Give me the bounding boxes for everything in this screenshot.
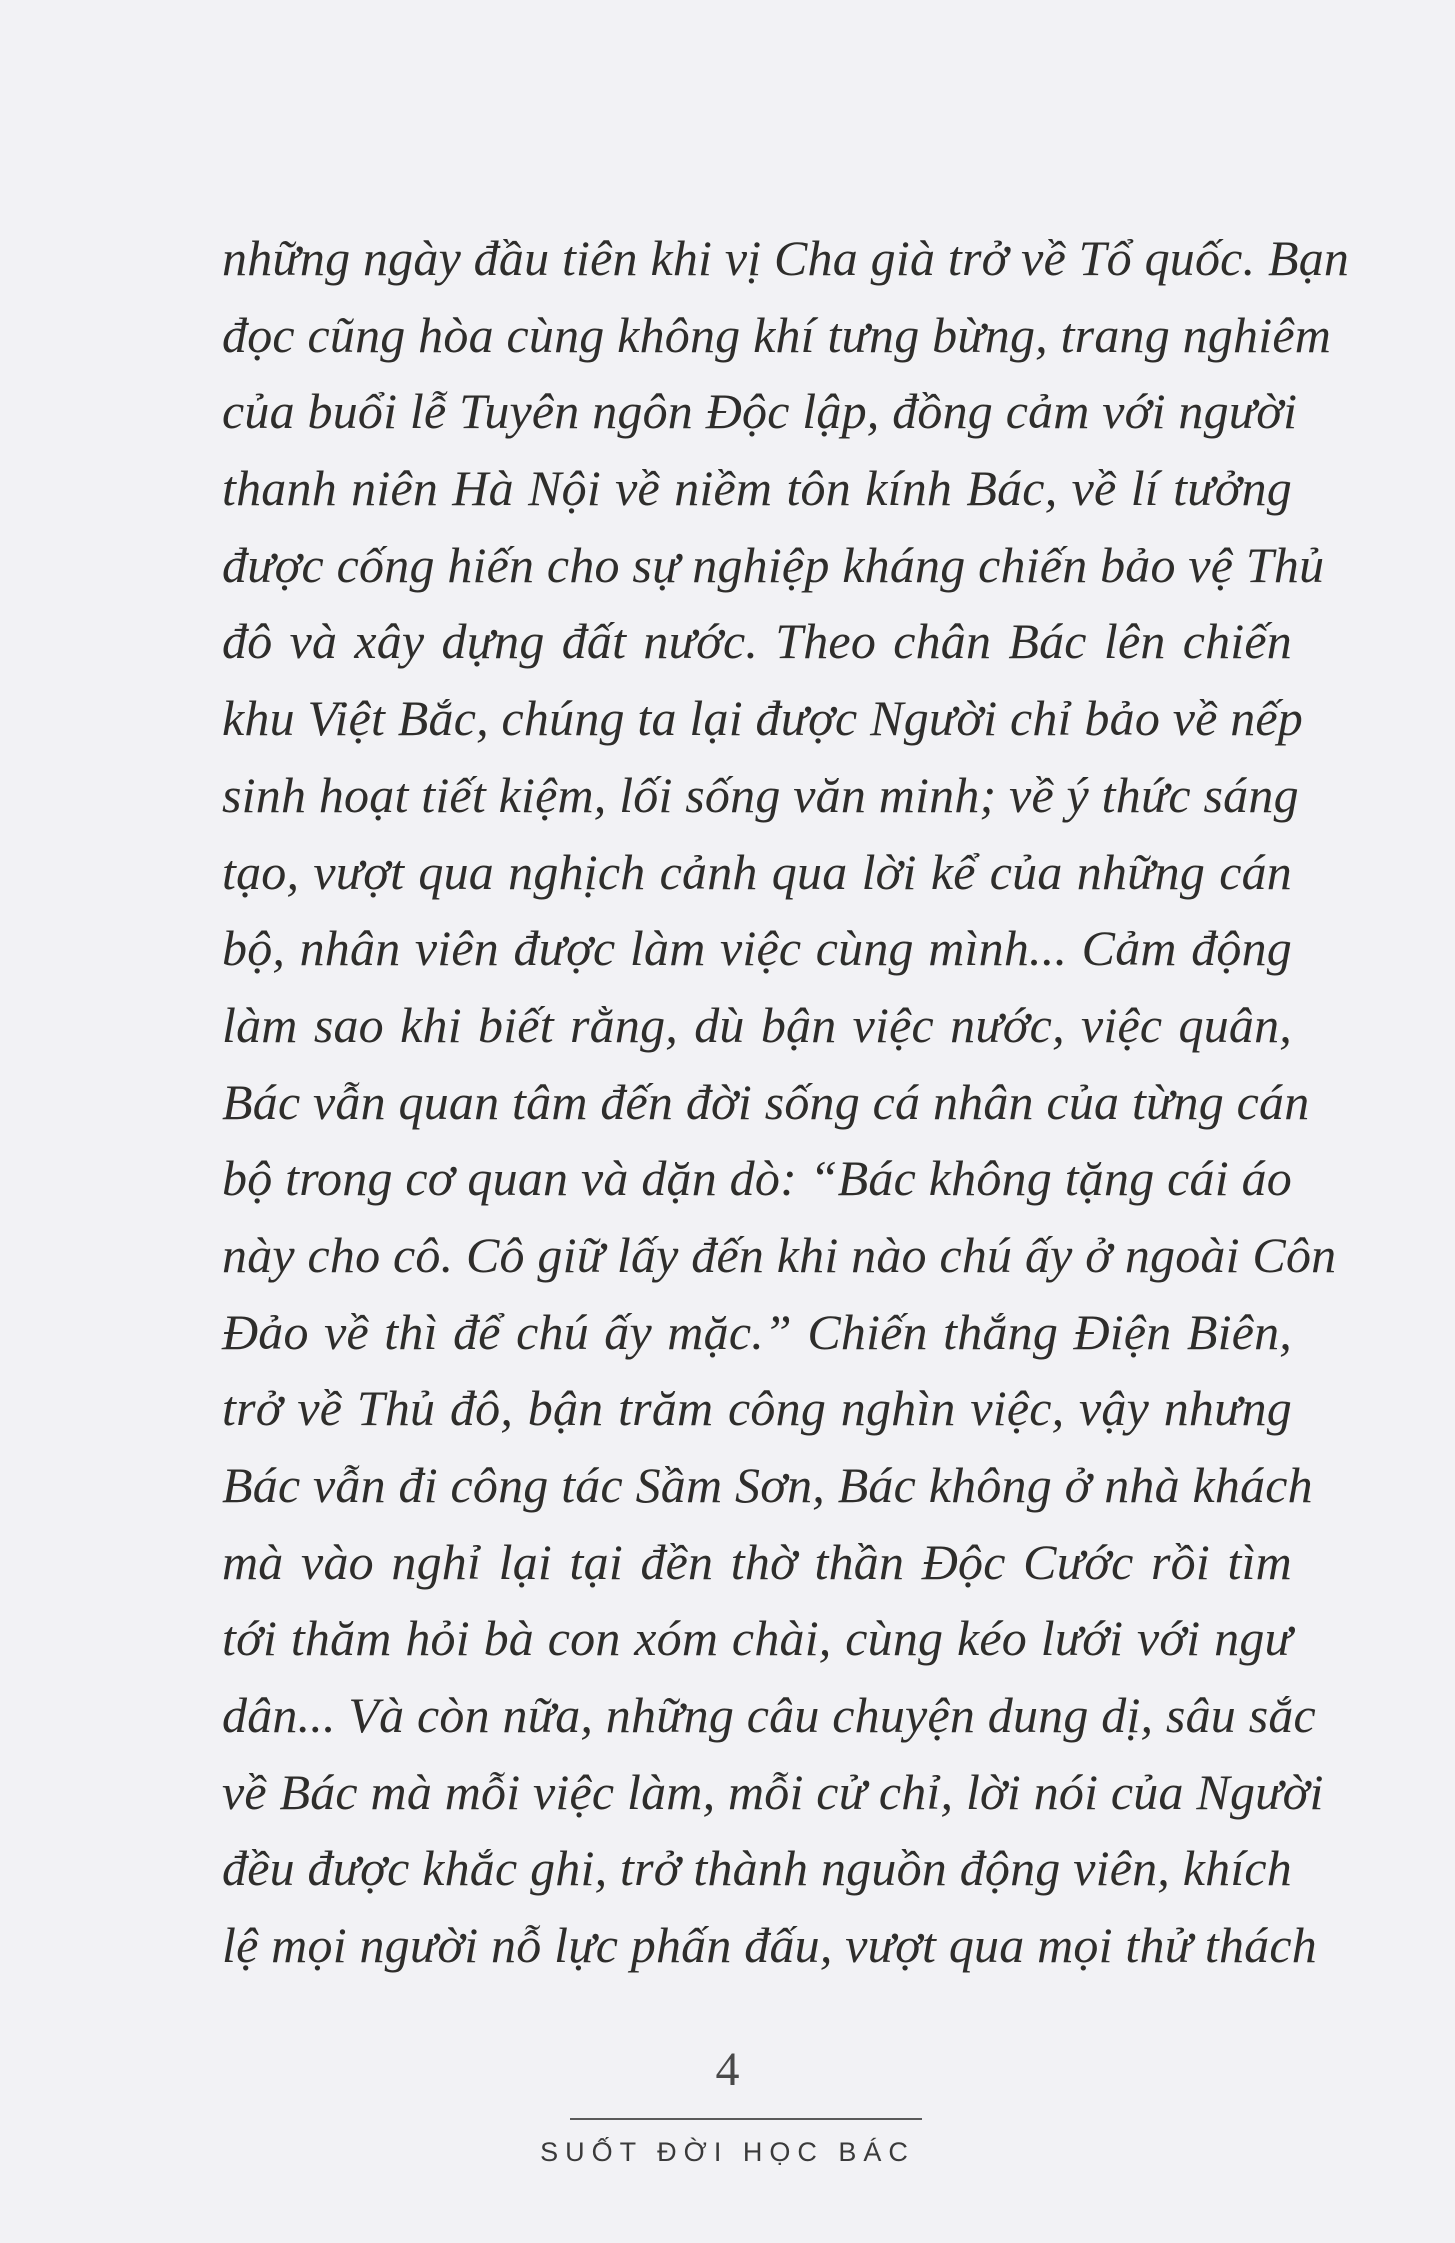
text-line: sinh hoạt tiết kiệm, lối sống văn minh; về ý thức sáng	[222, 766, 1299, 823]
text-line: thanh niên Hà Nội về niềm tôn kính Bác, về lí tưởng	[222, 460, 1292, 517]
text-line: Bác vẫn đi công tác Sầm Sơn, Bác không ở nhà khách	[222, 1457, 1313, 1513]
text-line: Bác vẫn quan tâm đến đời sống cá nhân của từng cán	[222, 1073, 1310, 1130]
text-line: làm sao khi biết rằng, dù bận việc nước, việc quân,	[222, 996, 1292, 1053]
running-footer-title: SUỐT ĐỜI HỌC BÁC	[540, 2137, 915, 2167]
footer-divider	[570, 2118, 922, 2120]
text-line: này cho cô. Cô giữ lấy đến khi nào chú ấy ở ngoài Côn	[222, 1226, 1337, 1283]
text-line: tạo, vượt qua nghịch cảnh qua lời kể của những cán	[222, 843, 1292, 900]
page-number: 4	[715, 2043, 740, 2096]
text-line: đô và xây dựng đất nước. Theo chân Bác lên chiến	[222, 613, 1292, 670]
body-paragraph	[222, 220, 1350, 1984]
text-line: về Bác mà mỗi việc làm, mỗi cử chỉ, lời nói của Người	[222, 1763, 1324, 1820]
text-line: lệ mọi người nỗ lực phấn đấu, vượt qua mọi thử thách	[222, 1917, 1317, 1974]
text-line: trở về Thủ đô, bận trăm công nghìn việc, vậy nhưng	[222, 1380, 1292, 1437]
text-line: những ngày đầu tiên khi vị Cha già trở về Tổ quốc. Bạn	[222, 230, 1350, 286]
text-line: mà vào nghỉ lại tại đền thờ thần Độc Cước rồi tìm	[222, 1533, 1292, 1590]
text-line: của buổi lễ Tuyên ngôn Độc lập, đồng cảm với người	[222, 383, 1298, 440]
text-line: đều được khắc ghi, trở thành nguồn động viên, khích	[222, 1840, 1292, 1897]
text-line: dân... Và còn nữa, những câu chuyện dung dị, sâu sắc	[222, 1687, 1316, 1744]
text-line: khu Việt Bắc, chúng ta lại được Người chỉ bảo về nếp	[222, 690, 1304, 747]
text-line: đọc cũng hòa cùng không khí tưng bừng, trang nghiêm	[222, 306, 1332, 363]
text-line: bộ trong cơ quan và dặn dò: “Bác không tặng cái áo	[222, 1150, 1292, 1207]
text-line: được cống hiến cho sự nghiệp kháng chiến bảo vệ Thủ	[222, 536, 1325, 593]
text-line: tới thăm hỏi bà con xóm chài, cùng kéo lưới với ngư	[222, 1610, 1292, 1667]
text-line: bộ, nhân viên được làm việc cùng mình... Cảm động	[222, 920, 1292, 977]
text-line: Đảo về thì để chú ấy mặc.” Chiến thắng Điện Biên,	[222, 1303, 1292, 1360]
